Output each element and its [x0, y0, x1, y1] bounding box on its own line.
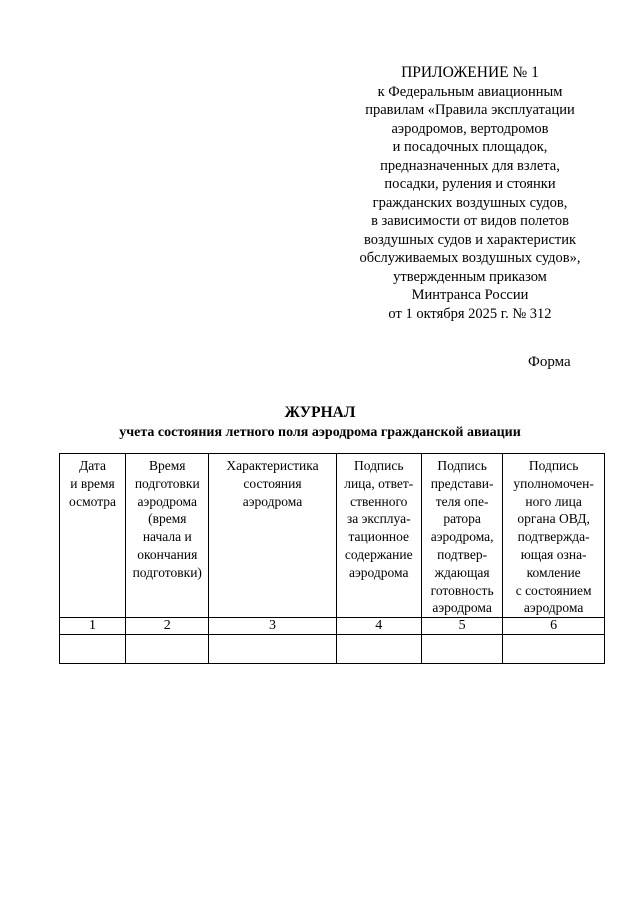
header-line: ного лица [525, 493, 582, 509]
appendix-line: к Федеральным авиационным [377, 83, 563, 100]
table-header-row [60, 454, 605, 618]
header-line: Подпись [528, 458, 579, 473]
header-line: начала и [142, 529, 192, 545]
header-line: аэродрома [349, 564, 409, 580]
column-number-row [60, 618, 605, 635]
header-line: аэродрома [137, 493, 197, 509]
column-number: 6 [503, 618, 605, 635]
appendix-line: предназначенных для взлета, [380, 157, 560, 174]
appendix-line: утвержденным приказом [393, 268, 547, 285]
empty-entry-row [60, 635, 605, 664]
appendix-line: от 1 октября 2025 г. № 312 [388, 305, 552, 322]
header-line: окончания [137, 546, 198, 562]
appendix-line: обслуживаемых воздушных судов», [359, 250, 581, 266]
header-line: тационное [348, 529, 410, 545]
appendix-line: аэродромов, вертодромов [391, 120, 549, 137]
header-line: Время [149, 458, 186, 473]
header-line: Дата [79, 458, 106, 473]
header-line: ждающая [434, 564, 490, 580]
header-line: и время [70, 475, 115, 491]
header-line: лица, ответ- [344, 475, 414, 491]
header-line: аэродрома [242, 493, 303, 509]
header-line: ющая озна- [520, 546, 587, 562]
column-number: 4 [336, 618, 421, 635]
empty-cell [336, 635, 421, 664]
header-line: теля опе- [435, 493, 489, 509]
empty-cell [209, 635, 336, 664]
document-title: ЖУРНАЛ [284, 404, 356, 421]
header-line: Подпись [353, 458, 404, 473]
header-line: подтвержда- [517, 529, 590, 545]
column-header-responsible-signature [336, 454, 421, 618]
header-line: представи- [430, 475, 494, 491]
appendix-block [318, 64, 622, 323]
appendix-line: в зависимости от видов полетов [371, 213, 569, 229]
header-line: подготовки [134, 475, 200, 491]
header-line: органа ОВД, [517, 511, 590, 527]
empty-cell [60, 635, 126, 664]
header-line: подтвер- [437, 546, 488, 562]
column-number: 3 [209, 618, 336, 635]
header-line: содержание [344, 546, 413, 562]
appendix-line: воздушных судов и характеристик [363, 231, 577, 248]
header-line: осмотра [69, 493, 117, 509]
header-line: состояния [243, 475, 302, 491]
column-number: 2 [126, 618, 209, 635]
empty-cell [503, 635, 605, 664]
header-line: аэродрома [523, 600, 584, 616]
header-line: за эксплуа- [346, 511, 411, 527]
journal-table [59, 453, 605, 664]
header-line: аэродрома, [430, 529, 494, 545]
header-line: уполномочен- [513, 475, 594, 491]
empty-cell [421, 635, 502, 664]
appendix-line: гражданских воздушных судов, [372, 194, 568, 211]
appendix-line: и посадочных площадок, [392, 139, 548, 155]
header-line: ратора [443, 511, 481, 527]
appendix-line: правилам «Правила эксплуатации [365, 102, 575, 118]
form-label: Форма [528, 354, 571, 370]
empty-cell [126, 635, 209, 664]
header-line: с состоянием [515, 582, 592, 598]
column-header-atc-signature [503, 454, 605, 618]
header-line: комление [526, 564, 581, 580]
column-header-date [60, 454, 126, 618]
appendix-heading: ПРИЛОЖЕНИЕ № 1 [401, 64, 539, 81]
header-line: Подпись [437, 458, 487, 473]
header-line: (время [148, 511, 187, 527]
column-number: 1 [60, 618, 126, 635]
header-line: готовность [430, 582, 494, 598]
column-header-characteristic [209, 454, 336, 618]
appendix-line: Минтранса России [411, 287, 529, 303]
header-line: ственного [350, 493, 408, 509]
column-header-operator-signature [421, 454, 502, 618]
column-header-prep-time [126, 454, 209, 618]
document-subtitle: учета состояния летного поля аэродрома гражданской авиации [119, 425, 521, 440]
column-number: 5 [421, 618, 502, 635]
header-line: аэродрома [432, 600, 492, 616]
header-line: Характеристика [226, 458, 319, 473]
appendix-line: посадки, руления и стоянки [384, 176, 556, 192]
header-line: подготовки) [132, 564, 202, 580]
